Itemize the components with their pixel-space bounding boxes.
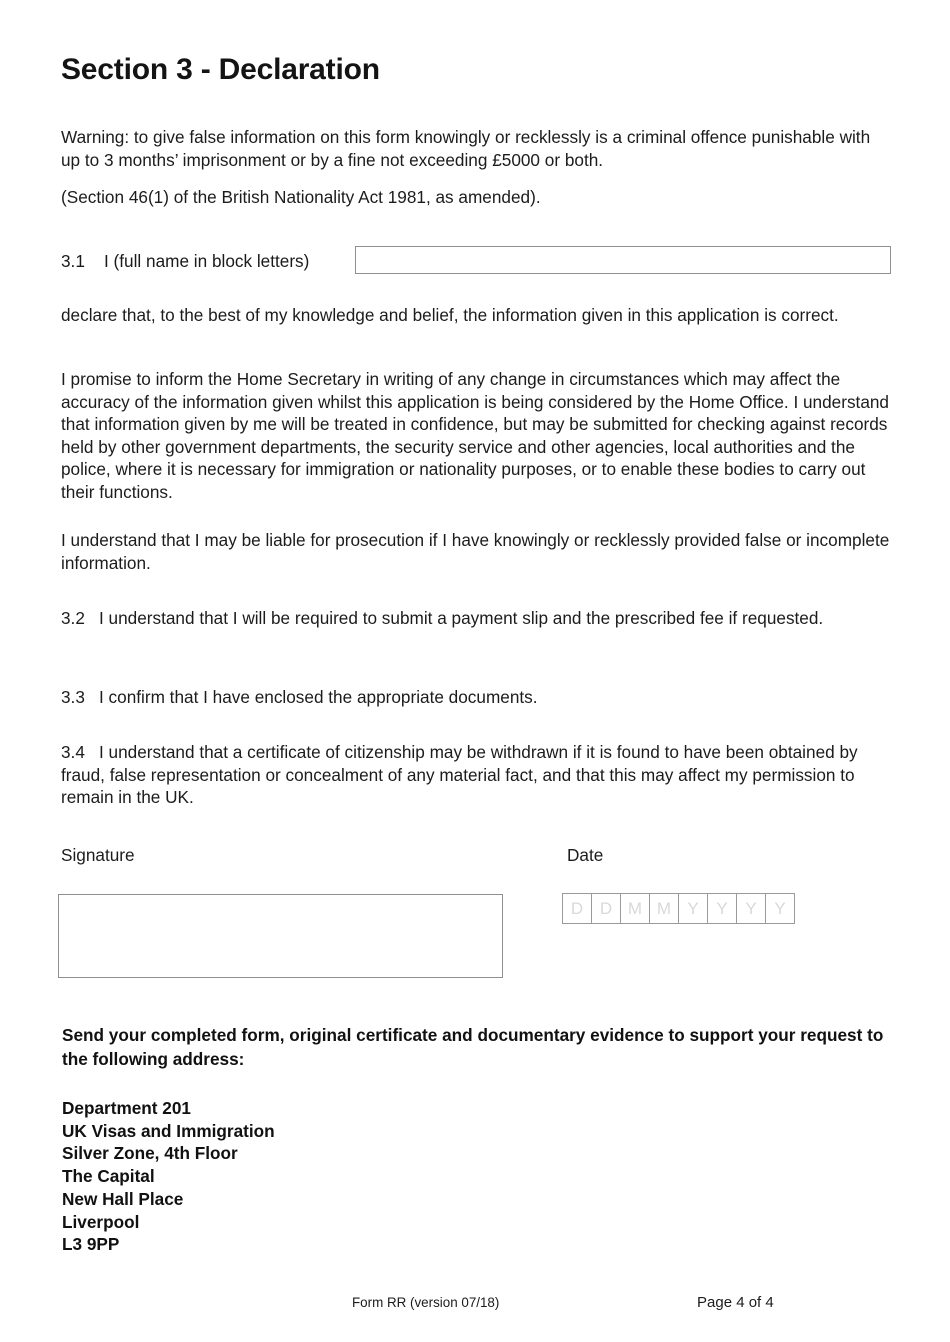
address-line: The Capital [62, 1166, 155, 1187]
date-cell-month-2[interactable]: M [649, 893, 679, 924]
address-line: UK Visas and Immigration [62, 1120, 275, 1141]
item-number-3-1: 3.1 [61, 251, 85, 271]
item-3-2 [61, 607, 893, 630]
address-line: Department 201 [62, 1098, 191, 1118]
signature-label: Signature [61, 845, 135, 865]
footer-page-number: Page 4 of 4 [697, 1294, 774, 1311]
date-cell-year-1[interactable]: Y [678, 893, 708, 924]
warning-paragraph: Warning: to give false information on this form knowingly or recklessly is a criminal offence punishable with up to 3 months’ imprisonment or by a fine not exceeding £5000 or both. [61, 127, 871, 170]
full-name-label: I (full name in block letters) [104, 251, 310, 271]
item-text-3-2: I understand that I will be required to submit a payment slip and the prescribed fee if requested. [99, 608, 824, 628]
date-cell-month-1[interactable]: M [620, 893, 650, 924]
date-cell-year-2[interactable]: Y [707, 893, 737, 924]
item-number-3-2: 3.2 [61, 608, 85, 628]
date-label: Date [567, 845, 604, 865]
date-cell-day-2[interactable]: D [591, 893, 621, 924]
footer-form-version: Form RR (version 07/18) [352, 1295, 500, 1310]
full-name-input[interactable] [355, 246, 891, 274]
send-instruction: Send your completed form, original certificate and documentary evidence to support your request to the following address: [62, 1025, 884, 1069]
item-number-3-4: 3.4 [61, 742, 85, 762]
postal-address [62, 1097, 275, 1256]
address-line: Liverpool [62, 1211, 140, 1232]
date-cell-day-1[interactable]: D [562, 893, 592, 924]
act-reference-paragraph: (Section 46(1) of the British Nationality Act 1981, as amended). [61, 187, 541, 207]
promise-paragraph: I promise to inform the Home Secretary in writing of any change in circumstances which may affect the accuracy of the information given whilst this application is being considered by the Home Office. I understand that information given by me will be treated in confidence, but may be submitted for checking against records held by other government departments, the security service and other agencies, local authorities and the police, where it is necessary for immigration or nationality purposes, or to enable these bodies to carry out their functions. [61, 369, 889, 502]
date-cell-year-3[interactable]: Y [736, 893, 766, 924]
item-3-4 [61, 741, 893, 809]
address-line: New Hall Place [62, 1188, 184, 1209]
date-input-group [562, 893, 794, 924]
signature-input-box[interactable] [58, 894, 503, 978]
item-text-3-3: I confirm that I have enclosed the appropriate documents. [99, 687, 538, 707]
item-text-3-4: I understand that a certificate of citizenship may be withdrawn if it is found to have been obtained by fraud, false representation or concealment of any material fact, and that this may affect my permission to remain in the UK. [61, 742, 858, 808]
address-line: L3 9PP [62, 1234, 120, 1255]
date-cell-year-4[interactable]: Y [765, 893, 795, 924]
page-title: Section 3 - Declaration [61, 53, 380, 86]
item-3-3 [61, 686, 893, 709]
declaration-paragraph: declare that, to the best of my knowledge and belief, the information given in this application is correct. [61, 305, 839, 325]
address-line: Silver Zone, 4th Floor [62, 1143, 238, 1164]
item-number-3-3: 3.3 [61, 687, 85, 707]
full-name-row [61, 248, 893, 280]
prosecution-paragraph: I understand that I may be liable for prosecution if I have knowingly or recklessly provided false or incomplete information. [61, 530, 890, 573]
